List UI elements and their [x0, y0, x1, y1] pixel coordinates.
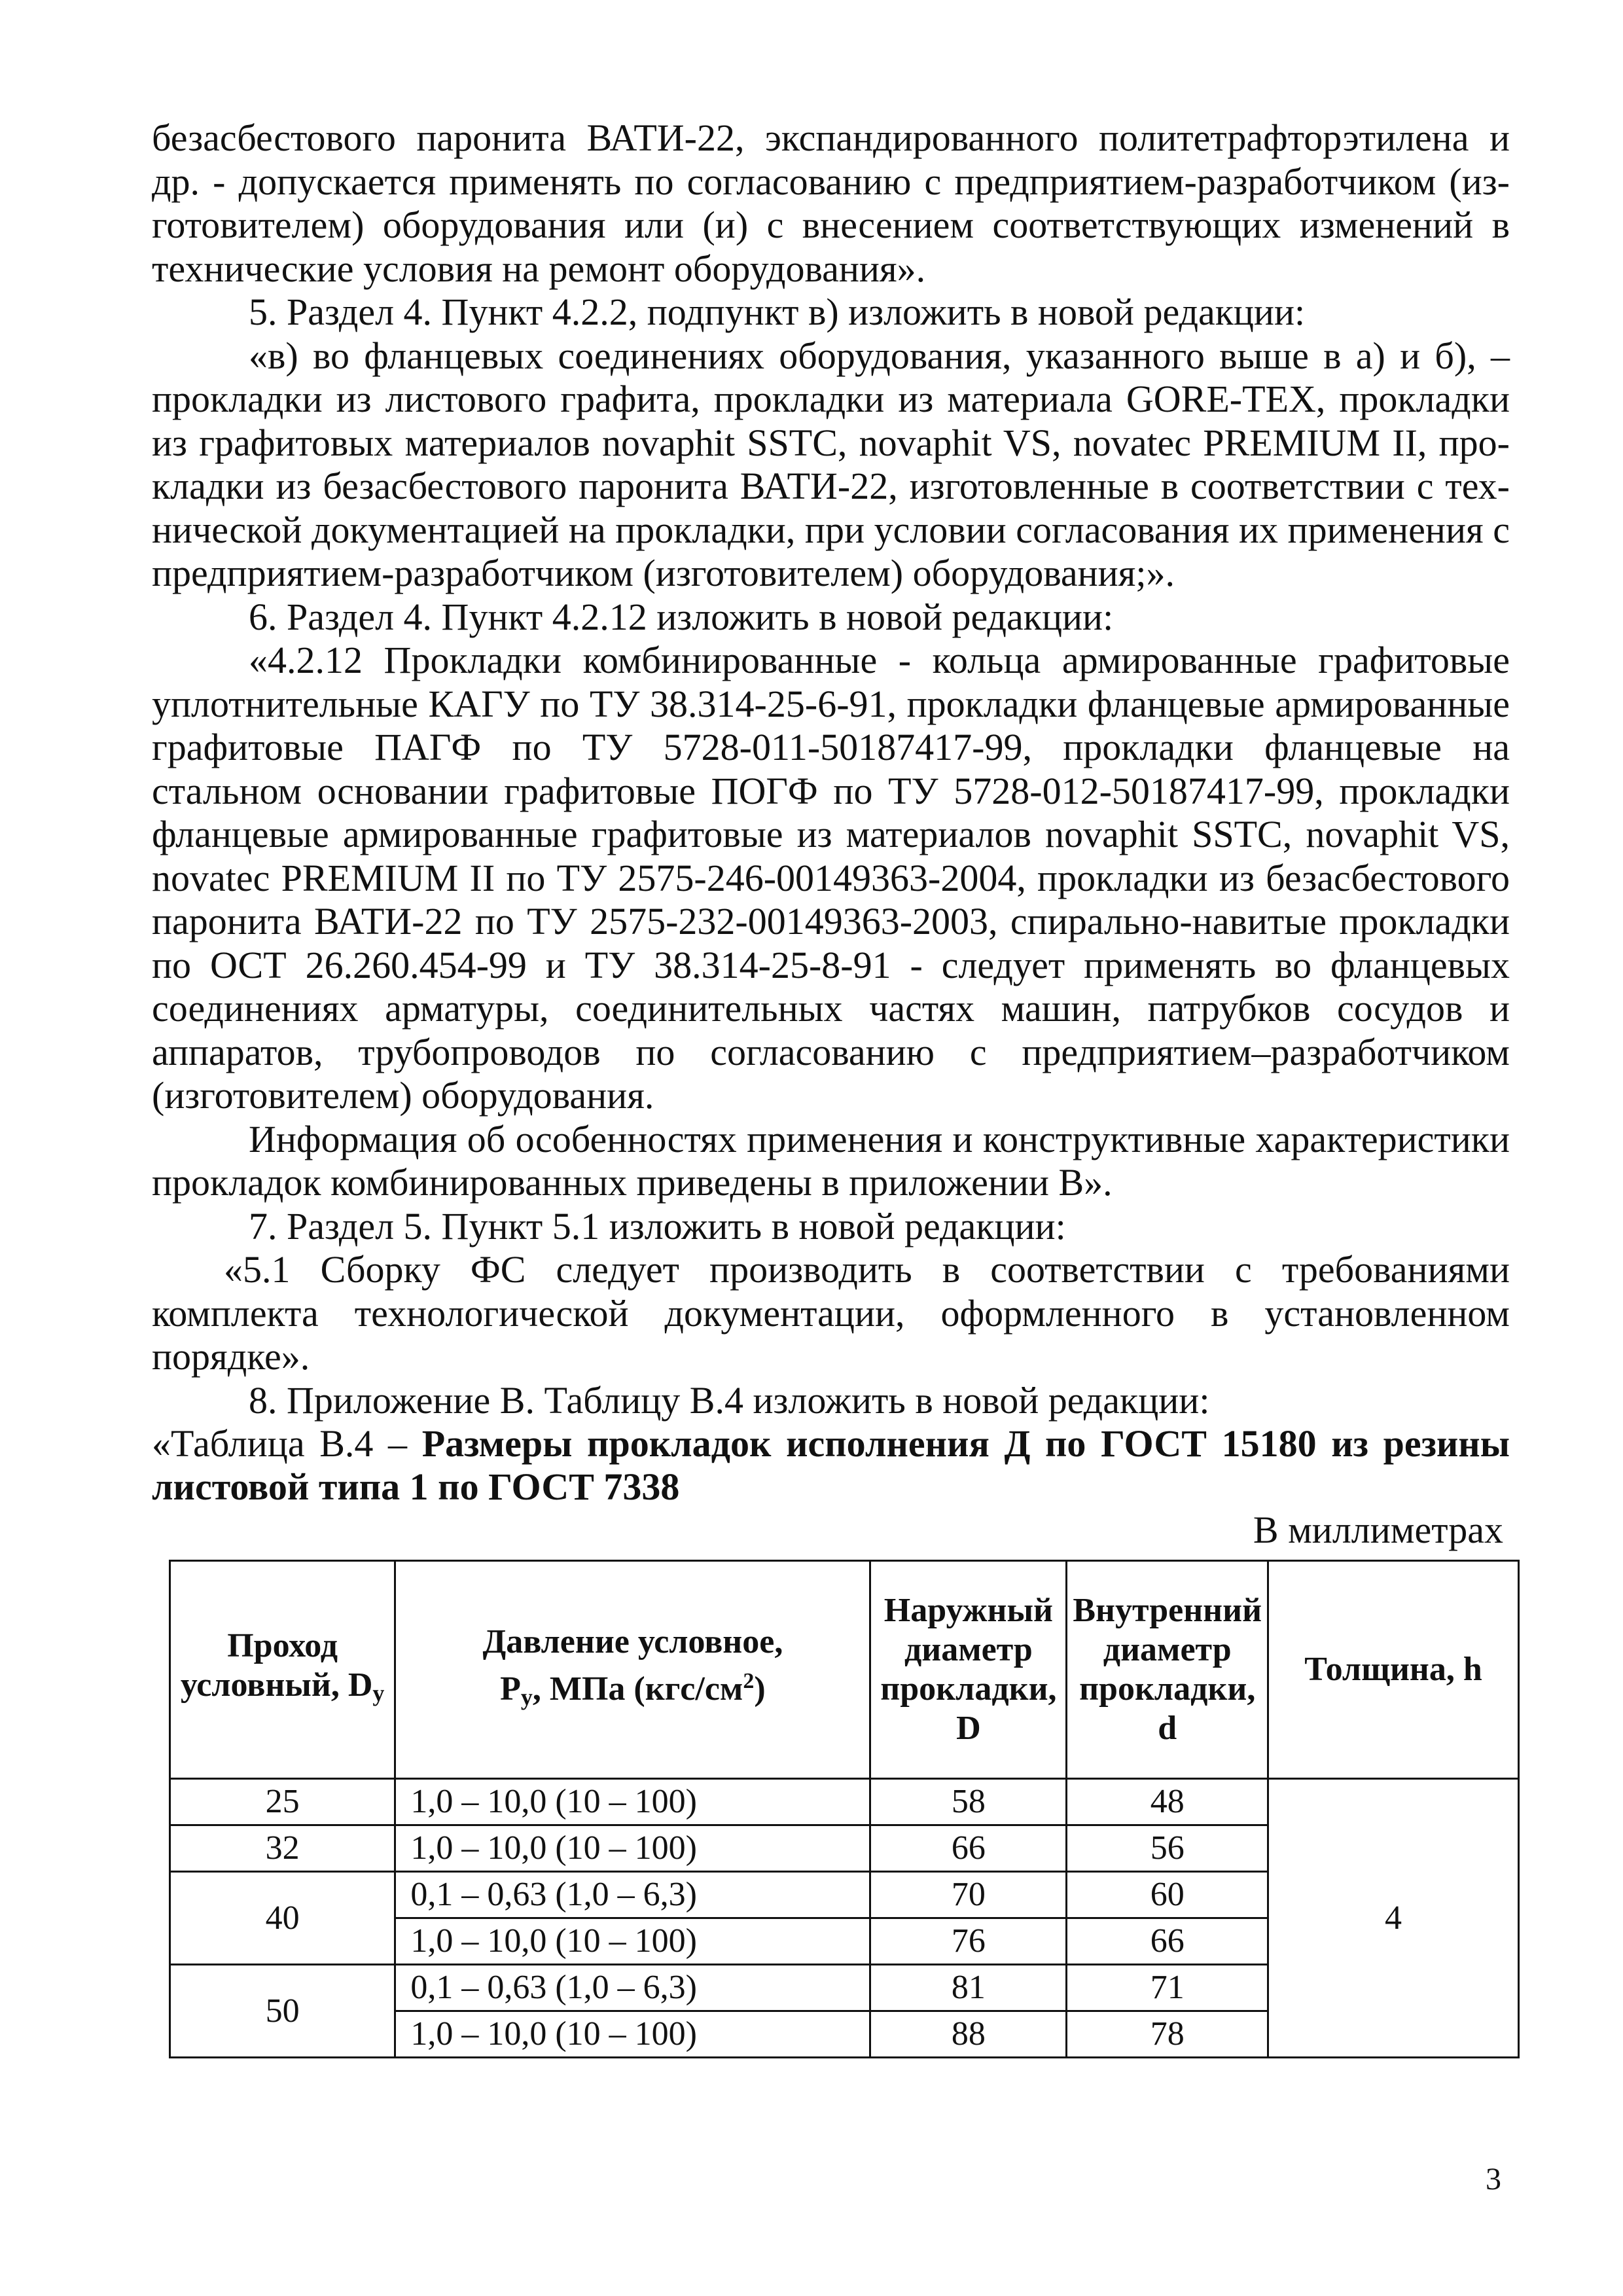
cell-outer-diameter: 76: [870, 1918, 1067, 1965]
cell-outer-diameter: 66: [870, 1825, 1067, 1872]
cell-inner-diameter: 66: [1067, 1918, 1268, 1965]
document-body: [152, 117, 1510, 1552]
cell-inner-diameter: 71: [1067, 1965, 1268, 2011]
cell-pressure: 1,0 – 10,0 (10 – 100): [395, 1918, 870, 1965]
cell-pressure: 1,0 – 10,0 (10 – 100): [395, 1779, 870, 1825]
cell-outer-diameter: 88: [870, 2011, 1067, 2058]
page-number: 3: [1486, 2162, 1501, 2197]
paragraph-8: «5.1 Сборку ФС следует производить в соответствии с требованиями комплекта технологической документации, оформленного в установленном порядке».: [152, 1248, 1510, 1378]
header-nominal-bore: Проход условный, $D_у$: [170, 1561, 395, 1779]
cell-nominal-bore: 50: [170, 1965, 395, 2058]
header-outer-diameter: Наружный диаметр прокладки, D: [870, 1561, 1067, 1779]
table-caption-title: Размеры прокладок исполнения Д по ГОСТ 15180 из резины листовой типа 1 по ГОСТ 7338: [152, 1422, 1510, 1508]
cell-outer-diameter: 58: [870, 1779, 1067, 1825]
header-pressure: Давление условное, $Р_у$, МПа $(кгс/см^2)$: [395, 1561, 870, 1779]
table-caption: [152, 1422, 1510, 1509]
paragraph-9: 8. Приложение В. Таблицу В.4 изложить в новой редакции:: [249, 1378, 1210, 1422]
cell-nominal-bore: 40: [170, 1872, 395, 1965]
paragraph-4: 6. Раздел 4. Пункт 4.2.12 изложить в новой редакции:: [249, 595, 1114, 638]
cell-outer-diameter: 70: [870, 1872, 1067, 1918]
paragraph-1: безасбестового паронита ВАТИ-22, экспандированного политетрафторэтилена и др. - допускается применять по согласованию с предприятием-разработчиком (из- готовителем) оборудования или (и) с внесением соответствующих изменений в технические условия на ремонт оборудования».: [152, 117, 1510, 290]
paragraph-6: Информация об особенностях применения и конструктивные характеристики прокладок комбинированных приведены в приложении В».: [152, 1117, 1510, 1204]
paragraph-5: «4.2.12 Прокладки комбинированные - кольца армированные графитовые уплотнительные КАГУ по ТУ 38.314-25-6-91, прокладки фланцевые армированные графитовые ПАГФ по ТУ 5728-011-50187417-99, прокладки фланцевые на стальном основании графитовые ПОГФ по ТУ 5728-012-50187417-99, прокладки фланцевые армированные графитовые из материалов novaphit SSTC, novaphit VS, novatec PREMIUM II по ТУ 2575-246-00149363-2004, прокладки из безасбестового паронита ВАТИ-22 по ТУ 2575-232-00149363-2003, спирально-навитые прокладки по ОСТ 26.260.454-99 и ТУ 38.314-25-8-91 - следует применять во фланцевых соединениях арматуры, соединительных частях машин, патрубков сосудов и аппаратов, трубопроводов по согласованию с предприятием–разработчиком (изготовителем) оборудования.: [152, 639, 1510, 1117]
gasket-size-table: [169, 1560, 1520, 2058]
paragraph-2: 5. Раздел 4. Пункт 4.2.2, подпункт в) изложить в новой редакции:: [249, 291, 1306, 333]
cell-pressure: 1,0 – 10,0 (10 – 100): [395, 2011, 870, 2058]
header-inner-diameter: Внутренний диаметр прокладки, d: [1067, 1561, 1268, 1779]
cell-inner-diameter: 48: [1067, 1779, 1268, 1825]
cell-pressure: 1,0 – 10,0 (10 – 100): [395, 1825, 870, 1872]
paragraph-3: «в) во фланцевых соединениях оборудования, указанного выше в а) и б), – прокладки из листового графита, прокладки из материала GORE-TEX, прокладки из графитовых материалов novaphit SSTC, novaphit VS, novatec PREMIUM II, про- кладки из безасбестового паронита ВАТИ-22, изготовленные в соответствии с тех- нической документацией на прокладки, при условии согласования их применения с предприятием-разработчиком (изготовителем) оборудования;».: [152, 334, 1510, 594]
cell-inner-diameter: 60: [1067, 1872, 1268, 1918]
cell-nominal-bore: 32: [170, 1825, 395, 1872]
paragraph-7: 7. Раздел 5. Пункт 5.1 изложить в новой редакции:: [249, 1204, 1066, 1247]
cell-inner-diameter: 56: [1067, 1825, 1268, 1872]
cell-thickness: 4: [1268, 1779, 1519, 2058]
cell-inner-diameter: 78: [1067, 2011, 1268, 2058]
table-header-row: [170, 1561, 1519, 1779]
cell-pressure: 0,1 – 0,63 (1,0 – 6,3): [395, 1872, 870, 1918]
table-row: [170, 1779, 1519, 1825]
table-caption-prefix: «Таблица В.4 –: [152, 1422, 408, 1465]
units-note: В миллиметрах: [1253, 1509, 1503, 1551]
cell-nominal-bore: 25: [170, 1779, 395, 1825]
cell-pressure: 0,1 – 0,63 (1,0 – 6,3): [395, 1965, 870, 2011]
cell-outer-diameter: 81: [870, 1965, 1067, 2011]
header-thickness: Толщина, h: [1268, 1561, 1519, 1779]
